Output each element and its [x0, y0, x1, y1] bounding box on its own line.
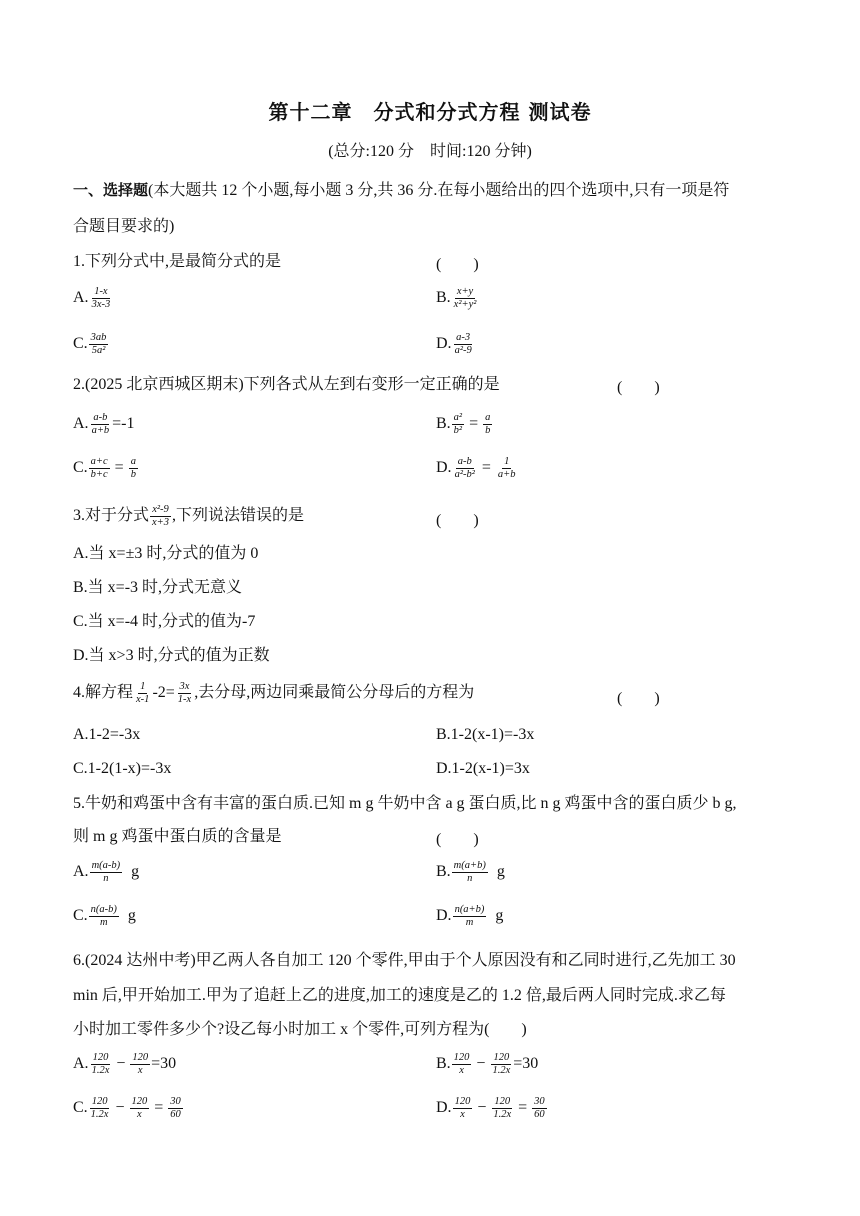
- numerator: 3ab: [90, 332, 107, 343]
- numerator: 1: [140, 681, 146, 692]
- denominator: 1.2x: [493, 1109, 512, 1120]
- right-hand-side: =30: [513, 1055, 539, 1073]
- option-label: B.: [436, 863, 451, 881]
- q2-option-d: [436, 456, 518, 481]
- option-label: C.: [73, 459, 88, 477]
- q2-option-b: [436, 412, 493, 437]
- q3-stem: [73, 504, 304, 529]
- option-label: B.: [436, 1055, 451, 1073]
- option-label: A.: [73, 863, 89, 881]
- denominator: x: [137, 1109, 142, 1120]
- denominator: b²: [453, 425, 463, 436]
- q2-option-a: [73, 412, 135, 437]
- q6-stem-1: 6.(2024 达州中考)甲乙两人各自加工 120 个零件,甲由于个人原因没有和乙同时进行,乙先加工 30: [73, 952, 736, 969]
- fraction: [496, 456, 518, 481]
- fraction: [453, 456, 477, 481]
- denominator: 60: [170, 1109, 181, 1120]
- numerator: 120: [132, 1052, 149, 1063]
- option-label: D.: [436, 1099, 452, 1117]
- fraction: [89, 904, 119, 929]
- q1-option-a: [73, 286, 113, 311]
- fraction: [130, 1052, 150, 1077]
- denominator: 3x-3: [91, 299, 111, 310]
- denominator: b: [130, 469, 136, 480]
- option-label: A.: [73, 415, 89, 433]
- denominator: x+3: [152, 517, 170, 528]
- fraction: [453, 332, 474, 357]
- fraction: [129, 456, 138, 481]
- q4-stem: [73, 681, 474, 706]
- fraction: [452, 860, 488, 885]
- q3-option-a: A.当 x=±3 时,分式的值为 0: [73, 545, 259, 562]
- numerator: 1: [504, 456, 510, 467]
- stem-text: 4.解方程: [73, 684, 134, 702]
- q3-option-d: D.当 x>3 时,分式的值为正数: [73, 647, 270, 664]
- fraction: [134, 681, 151, 706]
- numerator: a-b: [457, 456, 472, 467]
- fraction: [452, 412, 464, 437]
- option-label: B.: [436, 415, 451, 433]
- denominator: 60: [534, 1109, 545, 1120]
- fraction: [90, 1052, 112, 1077]
- stem-text: -2=: [152, 684, 175, 702]
- numerator: 30: [534, 1096, 545, 1107]
- q2-stem: 2.(2025 北京西城区期末)下列各式从左到右变形一定正确的是: [73, 376, 500, 393]
- q5-stem-1: 5.牛奶和鸡蛋中含有丰富的蛋白质.已知 m g 牛奶中含 a g 蛋白质,比 n g 鸡蛋中含的蛋白质少 b g,: [73, 795, 737, 812]
- equals-sign: =: [481, 459, 491, 477]
- q6-option-a: [73, 1052, 176, 1077]
- section-desc-1: (本大题共 12 个小题,每小题 3 分,共 36 分.在每小题给出的四个选项中,只有一项是符: [148, 182, 730, 199]
- section-heading-line: [73, 179, 729, 202]
- right-hand-side: =-1: [112, 415, 135, 433]
- option-label: C.: [73, 1099, 88, 1117]
- denominator: x: [459, 1065, 464, 1076]
- q5-stem-2: 则 m g 鸡蛋中蛋白质的含量是: [73, 828, 282, 845]
- fraction: [532, 1096, 547, 1121]
- denominator: m: [100, 917, 108, 928]
- denominator: x-1: [136, 694, 150, 705]
- right-hand-side: =30: [151, 1055, 177, 1073]
- fraction: [483, 412, 492, 437]
- q5-option-c: [73, 904, 136, 929]
- fraction: [89, 332, 109, 357]
- q2-option-c: [73, 456, 139, 481]
- q5-option-a: [73, 860, 139, 885]
- numerator: a-b: [93, 412, 108, 423]
- numerator: a²: [453, 412, 463, 423]
- numerator: 120: [454, 1096, 471, 1107]
- numerator: 120: [494, 1096, 511, 1107]
- denominator: n: [467, 873, 473, 884]
- q5-option-b: [436, 860, 505, 885]
- q4-option-b: B.1-2(x-1)=-3x: [436, 726, 535, 743]
- stem-text: ,去分母,两边同乘最简公分母后的方程为: [194, 684, 475, 702]
- denominator: b+c: [90, 469, 108, 480]
- option-label: A.: [73, 1055, 89, 1073]
- numerator: n(a+b): [454, 904, 485, 915]
- fraction: [452, 286, 479, 311]
- denominator: 1-x: [177, 694, 192, 705]
- numerator: a-3: [456, 332, 471, 343]
- q4-answer-paren: ( ): [617, 690, 660, 707]
- option-label: D.: [436, 335, 452, 353]
- stem-text: 3.对于分式: [73, 507, 150, 525]
- fraction: [176, 681, 193, 706]
- denominator: 1.2x: [492, 1065, 511, 1076]
- numerator: m(a+b): [453, 860, 486, 871]
- q1-stem: 1.下列分式中,是最简分式的是: [73, 253, 282, 270]
- score-time-info: (总分:120 分 时间:120 分钟): [328, 143, 532, 160]
- equals-sign: =: [469, 415, 479, 433]
- fraction: [453, 904, 487, 929]
- denominator: m: [465, 917, 474, 928]
- section-heading: 一、选择题: [73, 181, 149, 199]
- fraction: [168, 1096, 183, 1121]
- denominator: b: [485, 425, 491, 436]
- denominator: a²-b²: [454, 469, 475, 480]
- fraction: [490, 1052, 512, 1077]
- fraction: [90, 286, 113, 311]
- q1-option-b: [436, 286, 479, 311]
- q6-option-d: [436, 1096, 548, 1121]
- option-label: A.: [73, 289, 89, 307]
- stem-text: ,下列说法错误的是: [172, 507, 305, 525]
- unit: g: [496, 863, 505, 881]
- q6-stem-2: min 后,甲开始加工.甲为了追赶上乙的进度,加工的速度是乙的 1.2 倍,最后两人同时完成.求乙每: [73, 987, 726, 1004]
- minus-sign: −: [476, 1055, 486, 1073]
- q4-option-a: A.1-2=-3x: [73, 726, 141, 743]
- unit: g: [127, 907, 136, 925]
- q2-answer-paren: ( ): [617, 379, 660, 396]
- denominator: 5a²: [91, 345, 106, 356]
- page-title: 第十二章 分式和分式方程 测试卷: [268, 100, 592, 124]
- q5-answer-paren: ( ): [436, 831, 479, 848]
- unit: g: [131, 863, 140, 881]
- denominator: a²-9: [454, 345, 472, 356]
- numerator: 1-x: [94, 286, 108, 297]
- fraction: [90, 412, 112, 437]
- q4-option-c: C.1-2(1-x)=-3x: [73, 760, 172, 777]
- minus-sign: −: [116, 1055, 126, 1073]
- q6-stem-3: 小时加工零件多少个?设乙每小时加工 x 个零件,可列方程为( ): [73, 1021, 527, 1038]
- q5-option-d: [436, 904, 503, 929]
- numerator: 120: [131, 1096, 148, 1107]
- numerator: x²-9: [152, 504, 169, 515]
- numerator: 3x: [179, 681, 190, 692]
- q3-answer-paren: ( ): [436, 512, 479, 529]
- q3-option-b: B.当 x=-3 时,分式无意义: [73, 579, 243, 596]
- section-desc-2: 合题目要求的): [73, 218, 175, 235]
- q6-option-c: [73, 1096, 184, 1121]
- option-label: C.: [73, 335, 88, 353]
- fraction: [90, 860, 123, 885]
- equals-sign: =: [114, 459, 124, 477]
- numerator: a: [130, 456, 136, 467]
- equals-sign: =: [154, 1099, 164, 1117]
- denominator: x²+y²: [453, 299, 477, 310]
- fraction: [130, 1096, 150, 1121]
- numerator: a: [485, 412, 491, 423]
- equals-sign: =: [518, 1099, 528, 1117]
- option-label: B.: [436, 289, 451, 307]
- denominator: n: [103, 873, 109, 884]
- numerator: 120: [493, 1052, 510, 1063]
- fraction: [453, 1096, 473, 1121]
- fraction: [452, 1052, 472, 1077]
- numerator: 30: [170, 1096, 181, 1107]
- fraction: [89, 1096, 111, 1121]
- q3-option-c: C.当 x=-4 时,分式的值为-7: [73, 613, 256, 630]
- fraction: [89, 456, 110, 481]
- q1-option-d: [436, 332, 475, 357]
- numerator: x+y: [456, 286, 474, 297]
- denominator: 1.2x: [90, 1109, 109, 1120]
- denominator: a+b: [497, 469, 516, 480]
- numerator: 120: [91, 1096, 108, 1107]
- numerator: n(a-b): [90, 904, 117, 915]
- denominator: a+b: [91, 425, 110, 436]
- q1-option-c: [73, 332, 109, 357]
- q1-answer-paren: ( ): [436, 256, 479, 273]
- q4-option-d: D.1-2(x-1)=3x: [436, 760, 530, 777]
- fraction: [491, 1096, 513, 1121]
- denominator: x: [137, 1065, 143, 1076]
- q6-option-b: [436, 1052, 538, 1077]
- numerator: 120: [453, 1052, 470, 1063]
- option-label: D.: [436, 459, 452, 477]
- fraction: [150, 504, 171, 529]
- denominator: 1.2x: [91, 1065, 110, 1076]
- minus-sign: −: [477, 1099, 487, 1117]
- unit: g: [495, 907, 504, 925]
- minus-sign: −: [115, 1099, 125, 1117]
- option-label: C.: [73, 907, 88, 925]
- numerator: a+c: [90, 456, 108, 467]
- option-label: D.: [436, 907, 452, 925]
- denominator: x: [460, 1109, 465, 1120]
- numerator: 120: [92, 1052, 109, 1063]
- numerator: m(a-b): [91, 860, 121, 871]
